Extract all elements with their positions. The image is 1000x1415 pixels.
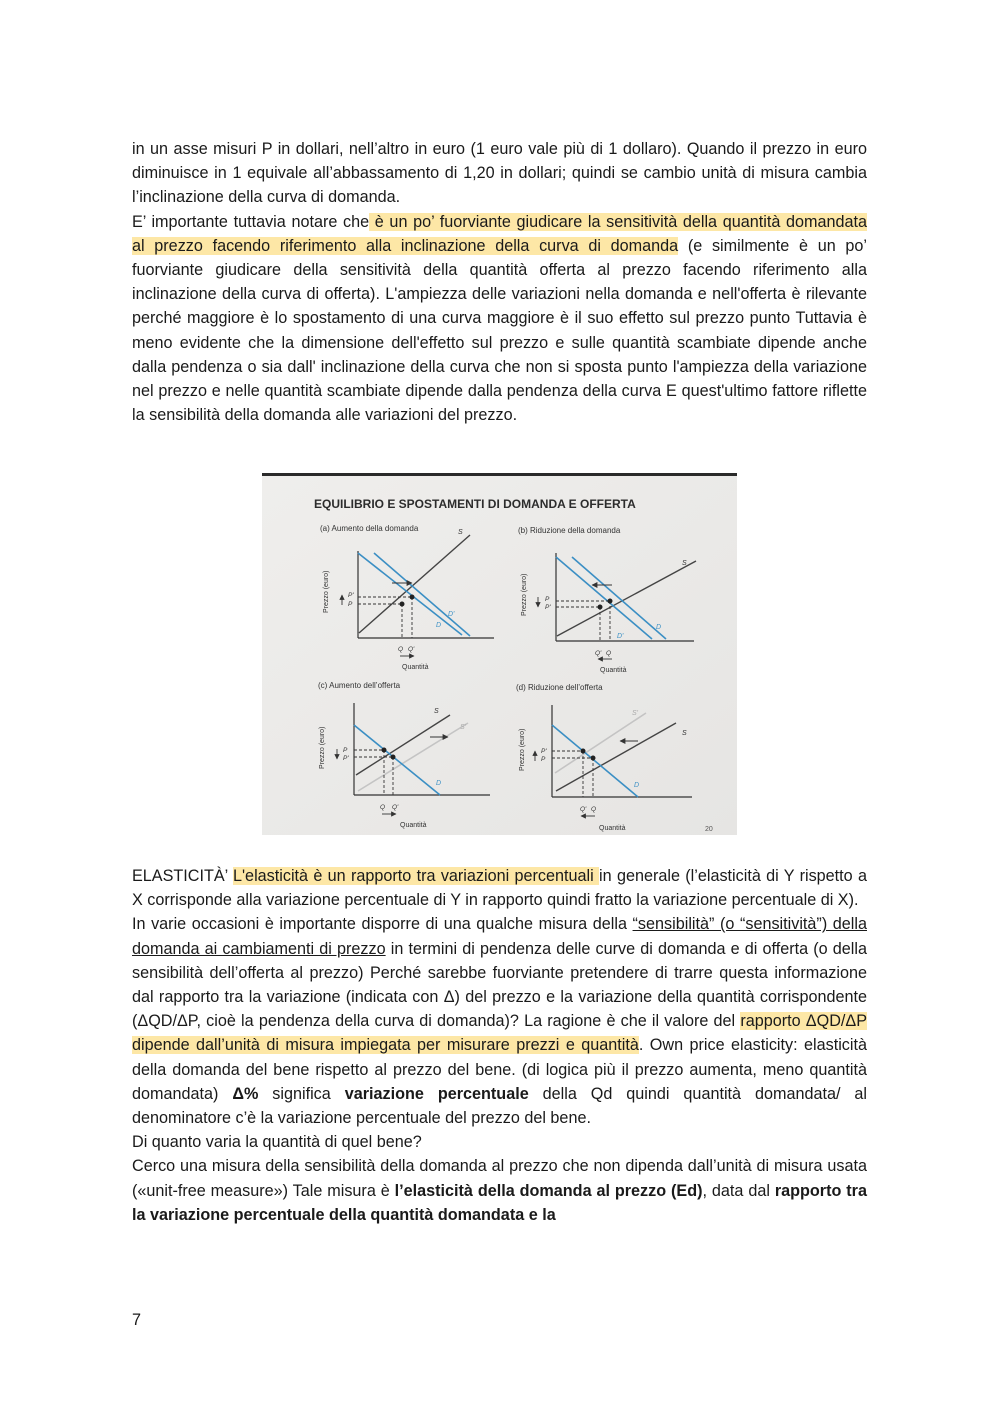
panel-title: (d) Riduzione dell’offerta: [516, 683, 603, 692]
paragraph: [132, 912, 867, 1130]
demand-label: D: [656, 624, 662, 631]
quantity-label: Q': [580, 806, 587, 813]
price-label: P: [343, 747, 348, 754]
text-run: (e similmente è un po’ fuorviante giudicare della sensitività della quantità offerta al prezzo facendo riferimento alla inclinazione della curva di offerta). L'ampiezza delle variazioni nella domanda e nell'offerta è rilevante perché maggiore è lo spostamento di una curva maggiore è il suo effetto sul prezzo punto Tuttavia è meno evidente che la dimensione dell'effetto sul prezzo e sulle quantità scambiate dipende anche dalla pendenza o sia dall' inclinazione della curva che non si sposta punto l'ampiezza della variazione nel prezzo e nelle quantità scambiate dipende dalla pendenza della curva E quest'ultimo fattore riflette la sensibilità della domanda alle variazioni del prezzo.: [132, 236, 867, 425]
bold-text: rapporto tra la variazione percentuale della quantità domandata e la: [132, 1181, 867, 1224]
supply-shifted-label: S': [460, 724, 467, 731]
text-run: , data dal: [702, 1181, 775, 1200]
demand-label: D: [436, 780, 442, 787]
x-axis-label: Quantità: [402, 664, 429, 671]
bold-text: l’elasticità della domanda al prezzo (Ed): [394, 1181, 703, 1200]
price-label: P': [545, 604, 551, 611]
text-block-top: [132, 137, 867, 427]
figure-photo: [262, 473, 737, 835]
text-run: significa: [258, 1084, 345, 1103]
y-axis-label: Prezzo (euro): [519, 728, 526, 771]
text-run: in generale (l’elasticità di Y rispetto a X corrisponde alla variazione percentuale di Y in rapporto quindi fratto la variazione percentuale di X).: [132, 867, 867, 910]
supply-label: S: [682, 560, 687, 567]
paragraph: [132, 1154, 867, 1227]
x-axis-label: Quantità: [400, 822, 427, 829]
text-run: Cerco una misura della sensibilità della domanda al prezzo che non dipenda dall’unità di misura usata («unit-free measure») Tale misura è: [132, 1157, 867, 1200]
quantity-label: Q': [408, 646, 415, 653]
y-axis-label: Prezzo (euro): [319, 726, 326, 769]
price-label: P': [541, 748, 547, 755]
figure-title: EQUILIBRIO E SPOSTAMENTI DI DOMANDA E OFFERTA: [314, 497, 636, 511]
quantity-label: Q: [591, 806, 597, 813]
paragraph: [132, 864, 867, 912]
supply-label: S: [682, 730, 687, 737]
supply-label: S: [434, 708, 439, 715]
page-number: 7: [132, 1311, 142, 1329]
price-label: P': [343, 755, 349, 762]
bold-text: Δ%: [232, 1084, 259, 1103]
x-axis-label: Quantità: [600, 667, 627, 674]
price-label: P: [545, 596, 550, 603]
text-run: In varie occasioni è importante disporre di una qualche misura della: [132, 915, 633, 934]
text-run: . Own price elasticity: elasticità della domanda del bene rispetto al prezzo del bene. (di logica più il prezzo aumenta, meno quantità domandata): [132, 1036, 868, 1103]
text-run: E’ importante tuttavia notare che: [132, 212, 370, 231]
supply-shifted-label: S': [632, 710, 639, 717]
paragraph: in un asse misuri P in dollari, nell’altro in euro (1 euro vale più di 1 dollaro). Quando il prezzo in euro diminuisce in 1 equivale all’abbassamento di 1,20 in dollari; quindi se cambio unità di misura cambia l’inclinazione della curva di domanda.: [132, 140, 867, 207]
text-run: in termini di pendenza delle curve di domanda e di offerta (o della sensibilità dell’offerta al prezzo) Perché sarebbe fuorviante pretendere di trarre questa informazione dal rapporto tra la variazione (indicata con Δ) del prezzo e la variazione della quantità corrispondente (ΔQD/ΔP, cioè la pendenza della curva di domanda)? La ragione è che il valore del: [132, 939, 868, 1031]
demand-label: D: [634, 782, 640, 789]
quantity-label: Q': [595, 650, 602, 657]
x-axis-label: Quantità: [599, 825, 626, 832]
y-axis-label: Prezzo (euro): [323, 570, 330, 613]
paragraph: [132, 210, 867, 428]
panel-title: (b) Riduzione della domanda: [518, 526, 621, 535]
price-label: P': [348, 592, 354, 599]
highlighted-text: è un po’ fuorviante giudicare la sensitività della quantità domandata al prezzo facendo riferimento alla inclinazione della curva di domanda: [132, 212, 867, 255]
underlined-text: “sensibilità” (o “sensitività”) della domanda ai cambiamenti di prezzo: [132, 915, 867, 958]
demand-shifted-label: D': [617, 633, 624, 640]
quantity-label: Q: [606, 650, 612, 657]
y-axis-label: Prezzo (euro): [521, 573, 528, 616]
slide-number: 20: [705, 826, 713, 833]
quantity-label: Q': [392, 804, 399, 811]
text-run: della Qd quindi quantità domandata/ al denominatore c’è la variazione percentuale del prezzo del bene.: [132, 1084, 868, 1128]
bold-text: variazione percentuale: [344, 1084, 529, 1103]
demand-label: D: [436, 622, 442, 629]
price-label: P: [541, 756, 546, 763]
paragraph: Di quanto varia la quantità di quel bene?: [132, 1133, 422, 1152]
text-block-bottom: [132, 864, 867, 1227]
price-label: P: [348, 601, 353, 608]
panel-title: (c) Aumento dell’offerta: [318, 681, 401, 690]
supply-label: S: [458, 529, 463, 536]
demand-shifted-label: D': [448, 611, 455, 618]
quantity-label: Q: [380, 804, 386, 811]
highlighted-text: L'elasticità è un rapporto tra variazioni percentuali: [232, 867, 600, 885]
quantity-label: Q: [398, 646, 404, 653]
panel-title: (a) Aumento della domanda: [320, 524, 419, 533]
highlighted-text: rapporto ΔQD/ΔP dipende dall’unità di misura impiegata per misurare prezzi e quantità: [132, 1012, 867, 1055]
heading-elasticity: ELASTICITÀ’: [132, 867, 233, 885]
